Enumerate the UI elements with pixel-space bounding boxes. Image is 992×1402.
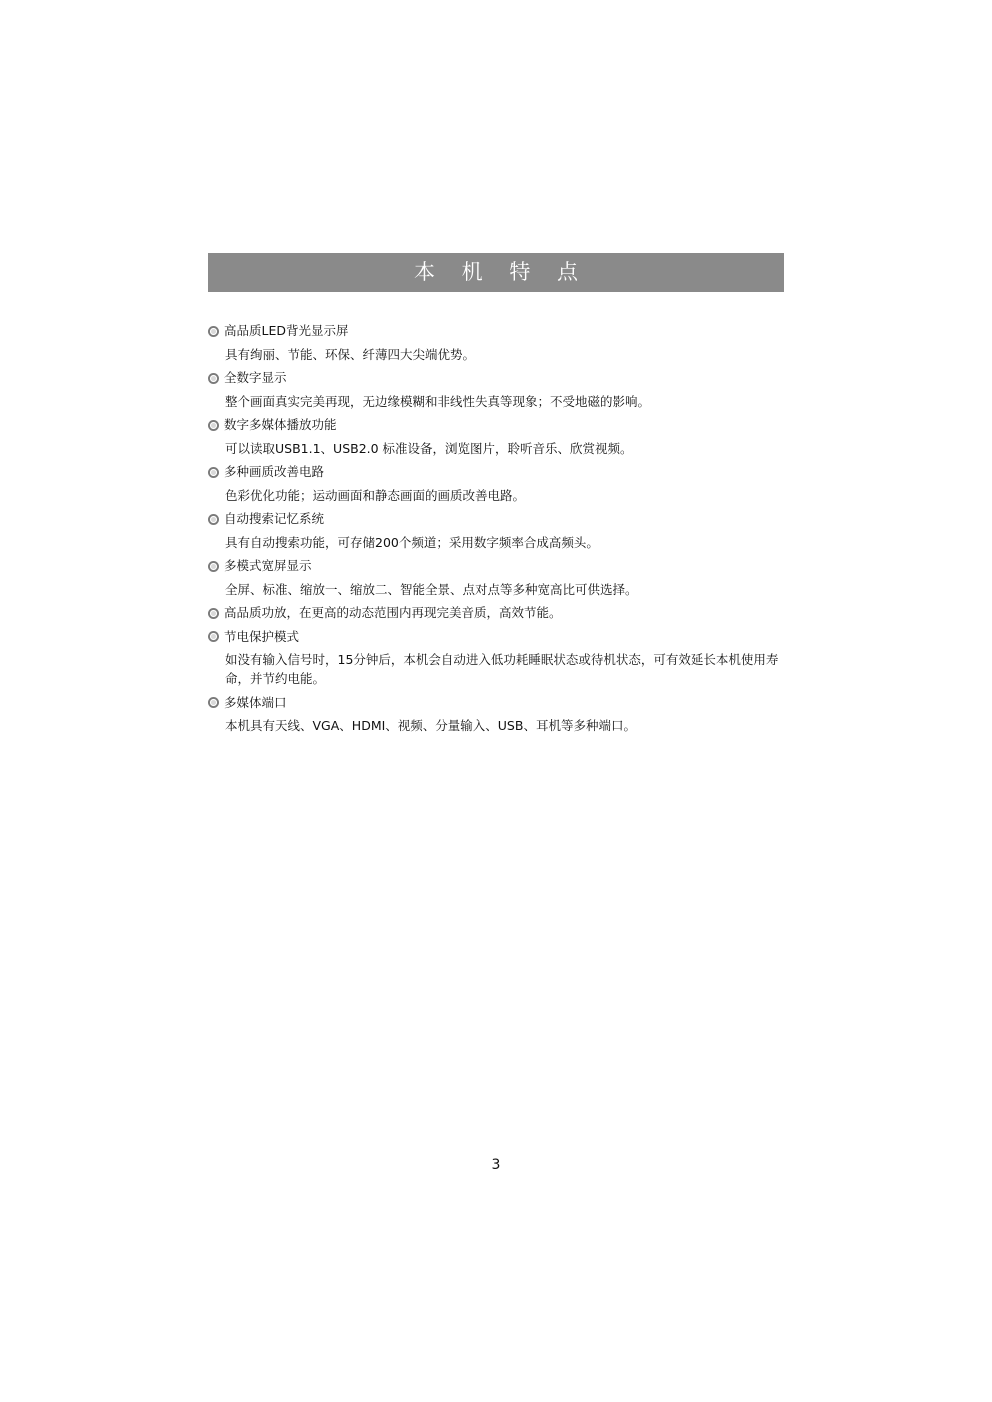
feature-heading [208, 366, 788, 390]
feature-heading [208, 319, 788, 343]
feature-item [208, 319, 788, 366]
feature-description: 如没有输入信号时，15分钟后，本机会自动进入低功耗睡眠状态或待机状态，可有效延长本机使用寿命，并节约电能。 [225, 652, 779, 686]
feature-heading-text: 高品质LED背光显示屏 [224, 323, 349, 338]
feature-list [208, 319, 788, 738]
feature-item [208, 625, 788, 691]
feature-heading-text: 节电保护模式 [224, 628, 300, 644]
feature-item [208, 691, 788, 738]
feature-description: 本机具有天线、VGA、HDMI、视频、分量输入、USB、耳机等多种端口。 [225, 718, 636, 733]
feature-description: 具有绚丽、节能、环保、纤薄四大尖端优势。 [225, 346, 476, 362]
bullet-icon [208, 697, 219, 708]
section-title-bar [208, 253, 784, 292]
section-title: 本 机 特 点 [413, 260, 589, 284]
feature-description: 具有自动搜索功能，可存储200个频道；采用数字频率合成高频头。 [225, 534, 599, 550]
feature-item [208, 507, 788, 554]
feature-heading [208, 554, 788, 578]
feature-heading [208, 413, 788, 437]
feature-description: 可以读取USB1.1、USB2.0 标准设备，浏览图片，聆听音乐、欣赏视频。 [225, 440, 633, 456]
feature-heading [208, 601, 788, 625]
feature-heading-text: 多媒体端口 [224, 694, 287, 710]
feature-heading-text: 自动搜索记忆系统 [224, 511, 325, 526]
bullet-icon [208, 373, 219, 384]
feature-item [208, 413, 788, 460]
feature-heading [208, 625, 788, 649]
bullet-icon [208, 631, 219, 642]
bullet-icon [208, 326, 219, 337]
feature-heading-text: 全数字显示 [224, 370, 287, 385]
feature-heading-text: 高品质功放，在更高的动态范围内再现完美音质，高效节能。 [224, 605, 562, 620]
bullet-icon [208, 608, 219, 619]
feature-item [208, 366, 788, 413]
feature-item [208, 554, 788, 601]
feature-heading-text: 多模式宽屏显示 [224, 558, 312, 573]
bullet-icon [208, 514, 219, 525]
feature-heading [208, 691, 788, 715]
feature-heading-text: 数字多媒体播放功能 [224, 417, 337, 432]
bullet-icon [208, 420, 219, 431]
feature-heading-text: 多种画质改善电路 [224, 464, 325, 479]
page-number: 3 [491, 1157, 501, 1173]
feature-item [208, 460, 788, 507]
feature-description: 整个画面真实完美再现，无边缘模糊和非线性失真等现象；不受地磁的影响。 [225, 393, 651, 409]
bullet-icon [208, 467, 219, 478]
feature-heading [208, 460, 788, 484]
feature-heading [208, 507, 788, 531]
feature-description: 色彩优化功能；运动画面和静态画面的画质改善电路。 [225, 487, 526, 503]
bullet-icon [208, 561, 219, 572]
feature-description: 全屏、标准、缩放一、缩放二、智能全景、点对点等多种宽高比可供选择。 [225, 581, 638, 597]
feature-item [208, 601, 788, 625]
